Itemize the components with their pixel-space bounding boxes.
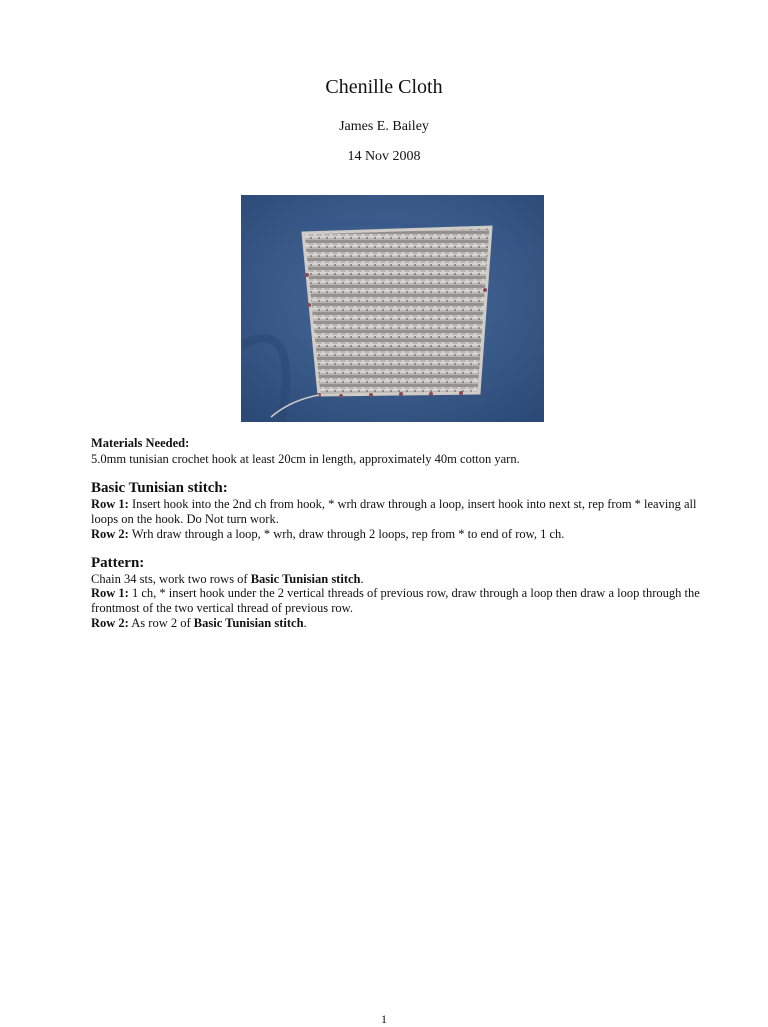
basic-stitch-row1 <box>91 497 701 527</box>
materials-heading: Materials Needed: <box>91 436 190 450</box>
intro-bold: Basic Tunisian stitch <box>250 572 361 586</box>
row-bold: Basic Tunisian stitch <box>193 616 304 630</box>
basic-stitch-row2 <box>91 527 701 542</box>
basic-stitch-heading: Basic Tunisian stitch: <box>91 480 228 496</box>
pattern-intro <box>91 572 701 587</box>
row-instructions: 1 ch, * insert hook under the 2 vertical threads of previous row, draw through a loop then draw a loop through the frontmost of the two vertical thread of previous row. <box>91 586 700 615</box>
intro-end: . <box>360 572 364 586</box>
row-label: Row 1: <box>91 586 129 600</box>
document-author: James E. Bailey <box>339 119 429 134</box>
row-text: As row 2 of <box>131 616 194 630</box>
intro-text: Chain 34 sts, work two rows of <box>91 572 251 586</box>
page-number: 1 <box>381 1012 387 1026</box>
pattern-heading: Pattern: <box>91 555 145 571</box>
row-label: Row 1: <box>91 497 129 511</box>
row-label: Row 2: <box>91 616 129 630</box>
row-end: . <box>303 616 307 630</box>
row-instructions: Insert hook into the 2nd ch from hook, * wrh draw through a loop, insert hook into next st, rep from * leaving all loops on the hook. Do Not turn work. <box>91 497 697 526</box>
document-title: Chenille Cloth <box>325 76 443 98</box>
document-date: 14 Nov 2008 <box>347 149 421 164</box>
materials-text: 5.0mm tunisian crochet hook at least 20cm in length, approximately 40m cotton yarn. <box>91 452 520 466</box>
pattern-row2 <box>91 616 701 631</box>
row-label: Row 2: <box>91 527 129 541</box>
chenille-cloth-photo <box>241 195 544 422</box>
row-instructions: Wrh draw through a loop, * wrh, draw through 2 loops, rep from * to end of row, 1 ch. <box>131 527 565 541</box>
pattern-row1 <box>91 586 701 616</box>
